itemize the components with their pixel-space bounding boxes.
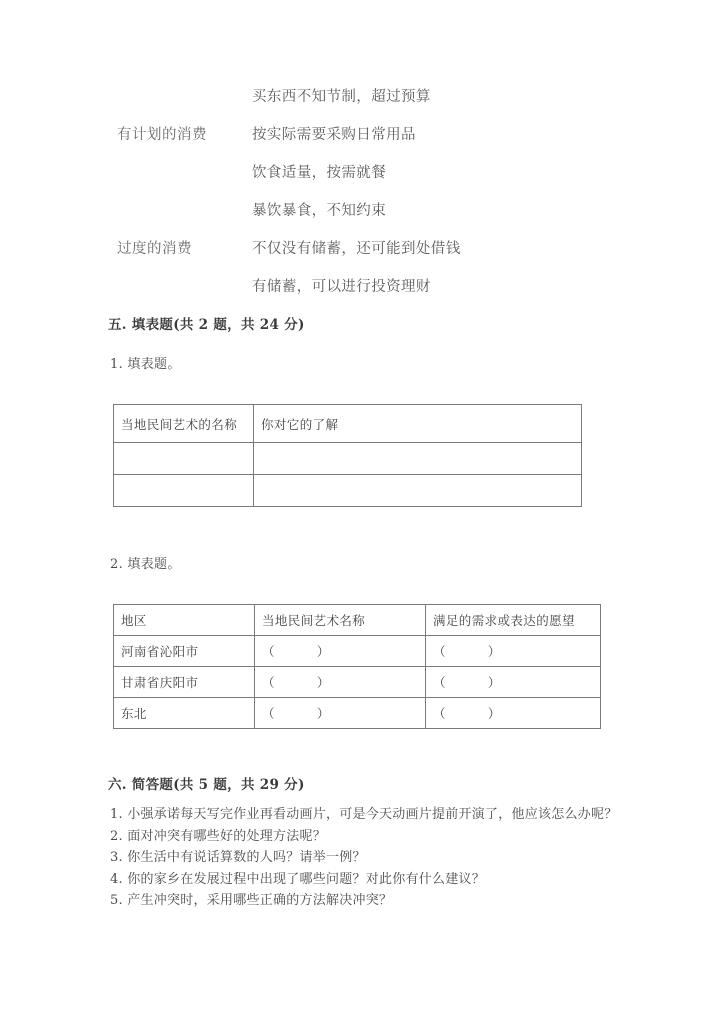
question-item: 1. 小强承诺每天写完作业再看动画片，可是今天动画片提前开演了，他应该怎么办呢？ <box>110 807 618 822</box>
table-column-header: 当地民间艺术的名称 <box>114 405 254 443</box>
table-cell-region: 甘肃省庆阳市 <box>114 667 255 698</box>
table-row <box>114 667 601 698</box>
paren-close: ） <box>316 675 330 690</box>
consumption-row-text: 不仅没有储蓄，还可能到处借钱 <box>252 241 461 257</box>
question-item: 4. 你的家乡在发展过程中出现了哪些问题？对此你有什么建议？ <box>110 871 486 887</box>
table-row <box>114 636 601 667</box>
paren-close: ） <box>316 644 330 659</box>
consumption-row-text: 暴饮暴食，不知约束 <box>252 203 387 219</box>
consumption-row <box>0 268 720 306</box>
table-column-header: 你对它的了解 <box>254 405 582 443</box>
paren-open: （ <box>262 706 275 721</box>
table-column-header-region: 地区 <box>114 605 255 636</box>
table-row <box>114 443 582 475</box>
paren-close: ） <box>487 706 501 721</box>
table-cell-region: 河南省沁阳市 <box>114 636 255 667</box>
question-item: 3. 你生活中有说话算数的人吗？请举一例？ <box>110 850 366 865</box>
local-folk-art-table <box>113 404 582 507</box>
table-cell-art-name-blank[interactable] <box>255 698 426 729</box>
consumption-row <box>0 116 720 154</box>
table-header-row <box>114 605 601 636</box>
table-cell-art-name-blank[interactable] <box>255 667 426 698</box>
consumption-row-text: 有储蓄，可以进行投资理财 <box>252 279 431 295</box>
paren-close: ） <box>487 644 501 659</box>
table-cell-need-wish-blank[interactable] <box>426 667 601 698</box>
paren-open: （ <box>262 644 275 659</box>
paren-close: ） <box>487 675 501 690</box>
table-cell-understanding[interactable] <box>254 475 582 507</box>
table-cell-region: 东北 <box>114 698 255 729</box>
consumption-row-label: 过度的消费 <box>117 241 192 257</box>
short-answer-question-list <box>110 804 622 912</box>
consumption-row <box>0 230 720 268</box>
section-six-heading: 六. 简答题(共 5 题，共 29 分) <box>108 777 305 793</box>
paren-open: （ <box>433 706 446 721</box>
paren-close: ） <box>316 706 330 721</box>
table-row <box>114 475 582 507</box>
table-cell-art-name-blank[interactable] <box>255 636 426 667</box>
question-item: 2. 面对冲突有哪些好的处理方法呢？ <box>110 828 327 844</box>
consumption-row <box>0 78 720 116</box>
consumption-row <box>0 154 720 192</box>
section-five-item-two-label: 2. 填表题。 <box>110 557 181 572</box>
consumption-row-label: 有计划的消费 <box>117 127 207 143</box>
table-cell-need-wish-blank[interactable] <box>426 698 601 729</box>
consumption-row-text: 买东西不知节制，超过预算 <box>252 89 431 105</box>
region-folk-art-table <box>113 604 601 729</box>
paren-open: （ <box>433 675 446 690</box>
section-five-heading: 五. 填表题(共 2 题，共 24 分) <box>108 317 305 333</box>
table-column-header-need-wish: 满足的需求或表达的愿望 <box>426 605 601 636</box>
section-five-item-one-label: 1. 填表题。 <box>110 357 181 372</box>
question-item: 5. 产生冲突时，采用哪些正确的方法解决冲突？ <box>110 893 393 908</box>
table-cell-art-name[interactable] <box>114 475 254 507</box>
table-row <box>114 698 601 729</box>
consumption-row-text: 饮食适量，按需就餐 <box>252 165 387 181</box>
table-header-row <box>114 405 582 443</box>
table-cell-art-name[interactable] <box>114 443 254 475</box>
table-cell-understanding[interactable] <box>254 443 582 475</box>
table-column-header-art-name: 当地民间艺术名称 <box>255 605 426 636</box>
consumption-row-text: 按实际需要采购日常用品 <box>252 127 416 143</box>
consumption-comparison-block <box>0 78 720 306</box>
paren-open: （ <box>433 644 446 659</box>
table-cell-need-wish-blank[interactable] <box>426 636 601 667</box>
consumption-row <box>0 192 720 230</box>
paren-open: （ <box>262 675 275 690</box>
